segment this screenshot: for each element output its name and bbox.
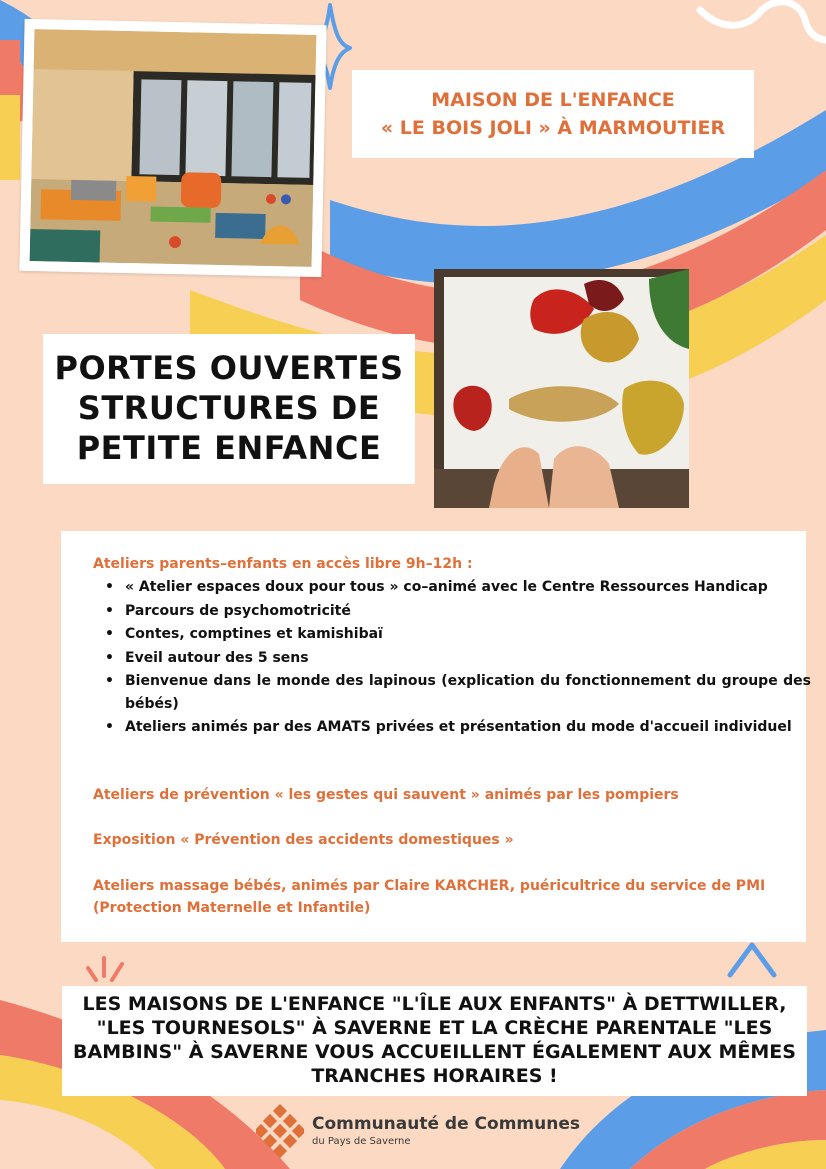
leaves-photo [434, 269, 689, 508]
massage-text: Ateliers massage bébés, animés par Claire KARCHER, puéricultrice du service de PMI (Protection Maternelle et Infantile) [93, 878, 766, 916]
list-item: • « Atelier espaces doux pour tous » co–animé avec le Centre Ressources Handicap [125, 576, 811, 599]
list-item: • Contes, comptines et kamishibaï [125, 623, 811, 646]
other-locations-notice [62, 986, 807, 1096]
main-headline [43, 334, 415, 484]
headline-line2: STRUCTURES DE [77, 389, 381, 427]
logo-name: Communauté de Communes [312, 1114, 580, 1134]
location-title-line1: MAISON DE L'ENFANCE [431, 89, 675, 111]
location-title [352, 70, 754, 158]
notice-line2: "LES TOURNESOLS" À SAVERNE ET LA CRÈCHE PARENTALE "LES [96, 1017, 773, 1039]
notice-line3: BAMBINS" À SAVERNE VOUS ACCUEILLENT ÉGALEMENT AUX MÊMES [73, 1041, 796, 1063]
prevention-text: Ateliers de prévention « les gestes qui sauvent » animés par les pompiers [93, 787, 679, 803]
workshops-list [93, 576, 811, 740]
playroom-photo [19, 19, 326, 277]
location-title-line2: « LE BOIS JOLI » À MARMOUTIER [380, 117, 726, 139]
headline-line3: PETITE ENFANCE [76, 429, 382, 467]
list-item: • Ateliers animés par des AMATS privées et présentation du mode d'accueil individuel [125, 716, 811, 739]
list-item: • Bienvenue dans le monde des lapinous (explication du fonctionnement du groupe des bébés) [125, 670, 811, 715]
list-item: • Eveil autour des 5 sens [125, 647, 811, 670]
list-item: • Parcours de psychomotricité [125, 600, 811, 623]
logo-subtitle: du Pays de Saverne [312, 1136, 411, 1147]
notice-line1: LES MAISONS DE L'ENFANCE "L'ÎLE AUX ENFANTS" À DETTWILLER, [82, 993, 787, 1015]
exposition-text: Exposition « Prévention des accidents domestiques » [93, 832, 514, 848]
headline-line1: PORTES OUVERTES [54, 349, 404, 387]
workshops-panel [61, 531, 811, 942]
notice-line4: TRANCHES HORAIRES ! [311, 1065, 558, 1087]
community-logo [256, 1104, 596, 1160]
workshops-heading: Ateliers parents–enfants en accès libre 9h–12h : [93, 556, 473, 572]
chevron-icon [730, 945, 774, 975]
spark-lines-icon [88, 958, 122, 980]
logo-mark-icon [256, 1104, 304, 1160]
